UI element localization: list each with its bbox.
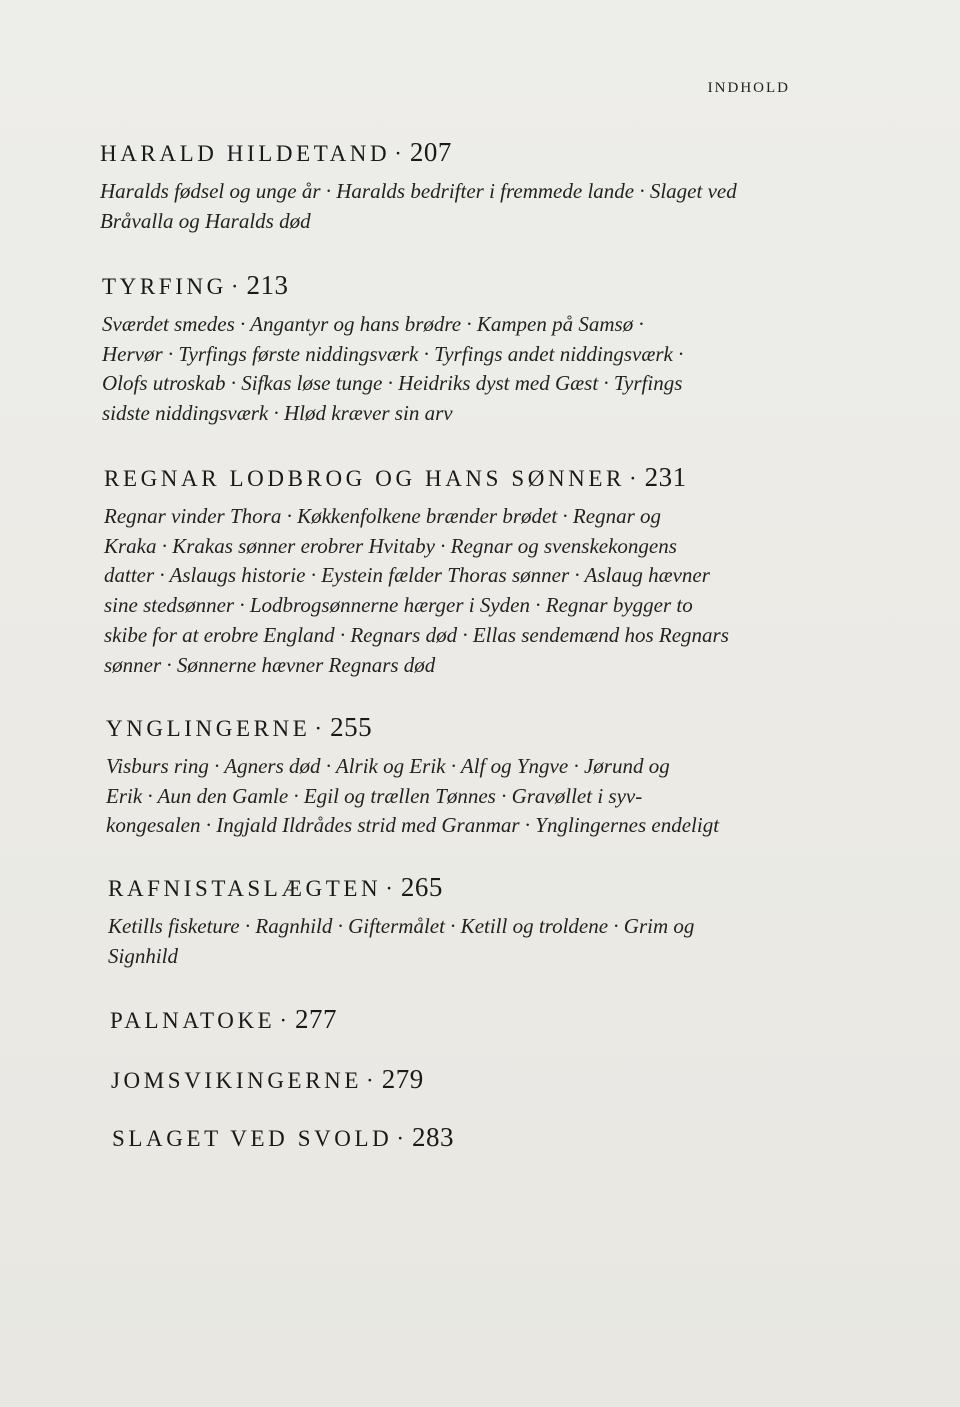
separator-dot: · xyxy=(279,1008,287,1033)
toc-title: SLAGET VED SVOLD xyxy=(112,1126,393,1151)
subentry-line: Regnar vinder Thora · Køkkenfolkene brænder brødet · Regnar og xyxy=(104,504,661,528)
separator-dot: · xyxy=(396,1126,405,1151)
toc-entry xyxy=(108,870,694,971)
toc-heading xyxy=(110,1002,337,1038)
toc-entry xyxy=(112,1120,454,1156)
toc-heading xyxy=(111,1062,424,1098)
subentry-line: Visburs ring · Agners død · Alrik og Erik · Alf og Yngve · Jørund og xyxy=(106,754,670,778)
toc-title: HARALD HILDETAND xyxy=(100,141,391,166)
toc-subentries xyxy=(102,310,683,429)
toc-subentries xyxy=(104,502,729,680)
subentry-line: kongesalen · Ingjald Ildrådes strid med Granmar · Ynglingernes endeligt xyxy=(106,813,720,838)
subentry-line: Sværdet smedes · Angantyr og hans brødre · Kampen på Samsø · xyxy=(102,312,644,336)
toc-title: PALNATOKE xyxy=(110,1008,276,1033)
toc-page-number: 283 xyxy=(412,1122,455,1152)
toc-entry xyxy=(100,135,737,236)
subentry-line: Hervør · Tyrfings første niddingsværk · Tyrfings andet niddingsværk · xyxy=(102,341,684,366)
toc-title: JOMSVIKINGERNE xyxy=(111,1068,363,1093)
toc-subentries xyxy=(100,177,737,236)
subentry-line: sidste niddingsværk · Hlød kræver sin arv xyxy=(102,401,453,426)
toc-page-number: 265 xyxy=(400,872,443,902)
subentry-line: Erik · Aun den Gamle · Egil og trællen Tønnes · Gravøllet i syv- xyxy=(106,783,643,808)
toc-entry xyxy=(111,1062,424,1098)
separator-dot: · xyxy=(314,716,323,741)
subentry-line: Olofs utroskab · Sifkas løse tunge · Heidriks dyst med Gæst · Tyrfings xyxy=(102,371,683,396)
separator-dot: · xyxy=(366,1068,374,1093)
toc-page-number: 279 xyxy=(381,1064,424,1094)
subentry-line: datter · Aslaugs historie · Eystein fælder Thoras sønner · Aslaug hævner xyxy=(104,563,710,588)
toc-entry xyxy=(104,460,729,680)
toc-title: REGNAR LODBROG OG HANS SØNNER xyxy=(104,466,625,491)
subentry-line: skibe for at erobre England · Regnars død · Ellas sendemænd hos Regnars xyxy=(104,622,729,647)
separator-dot: · xyxy=(230,274,239,299)
toc-heading xyxy=(100,135,737,171)
toc-entry xyxy=(110,1002,337,1038)
toc-title: TYRFING xyxy=(102,274,227,299)
subentry-line: sønner · Sønnerne hævner Regnars død xyxy=(104,652,436,677)
separator-dot: · xyxy=(628,466,637,491)
toc-heading xyxy=(102,268,683,304)
toc-page-number: 231 xyxy=(644,462,687,492)
subentry-line: sine stedsønner · Lodbrogsønnerne hærger i Syden · Regnar bygger to xyxy=(104,593,693,618)
toc-page-number: 207 xyxy=(409,137,452,167)
subentry-line: Bråvalla og Haralds død xyxy=(100,208,311,233)
subentry-line: Kraka · Krakas sønner erobrer Hvitaby · Regnar og svenskekongens xyxy=(104,533,677,558)
subentry-line: Haralds fødsel og unge år · Haralds bedrifter i fremmede lande · Slaget ved xyxy=(100,179,737,203)
toc-title: RAFNISTASLÆGTEN xyxy=(108,876,382,901)
subentry-line: Ketills fisketure · Ragnhild · Giftermålet · Ketill og troldene · Grim og xyxy=(108,914,695,938)
toc-heading xyxy=(108,870,694,906)
subentry-line: Signhild xyxy=(108,943,179,968)
toc-page-number: 277 xyxy=(295,1004,337,1034)
toc-subentries xyxy=(108,912,694,971)
toc-title: YNGLINGERNE xyxy=(106,716,311,741)
separator-dot: · xyxy=(385,876,393,901)
running-head: INDHOLD xyxy=(707,80,790,96)
toc-heading xyxy=(106,710,719,746)
toc-heading xyxy=(112,1120,454,1156)
toc-heading xyxy=(104,460,729,496)
toc-entry xyxy=(106,710,719,841)
toc-subentries xyxy=(106,752,719,841)
toc-page-number: 213 xyxy=(246,270,289,300)
toc-page-number: 255 xyxy=(330,712,373,742)
toc-entry xyxy=(102,268,683,429)
separator-dot: · xyxy=(394,141,402,166)
